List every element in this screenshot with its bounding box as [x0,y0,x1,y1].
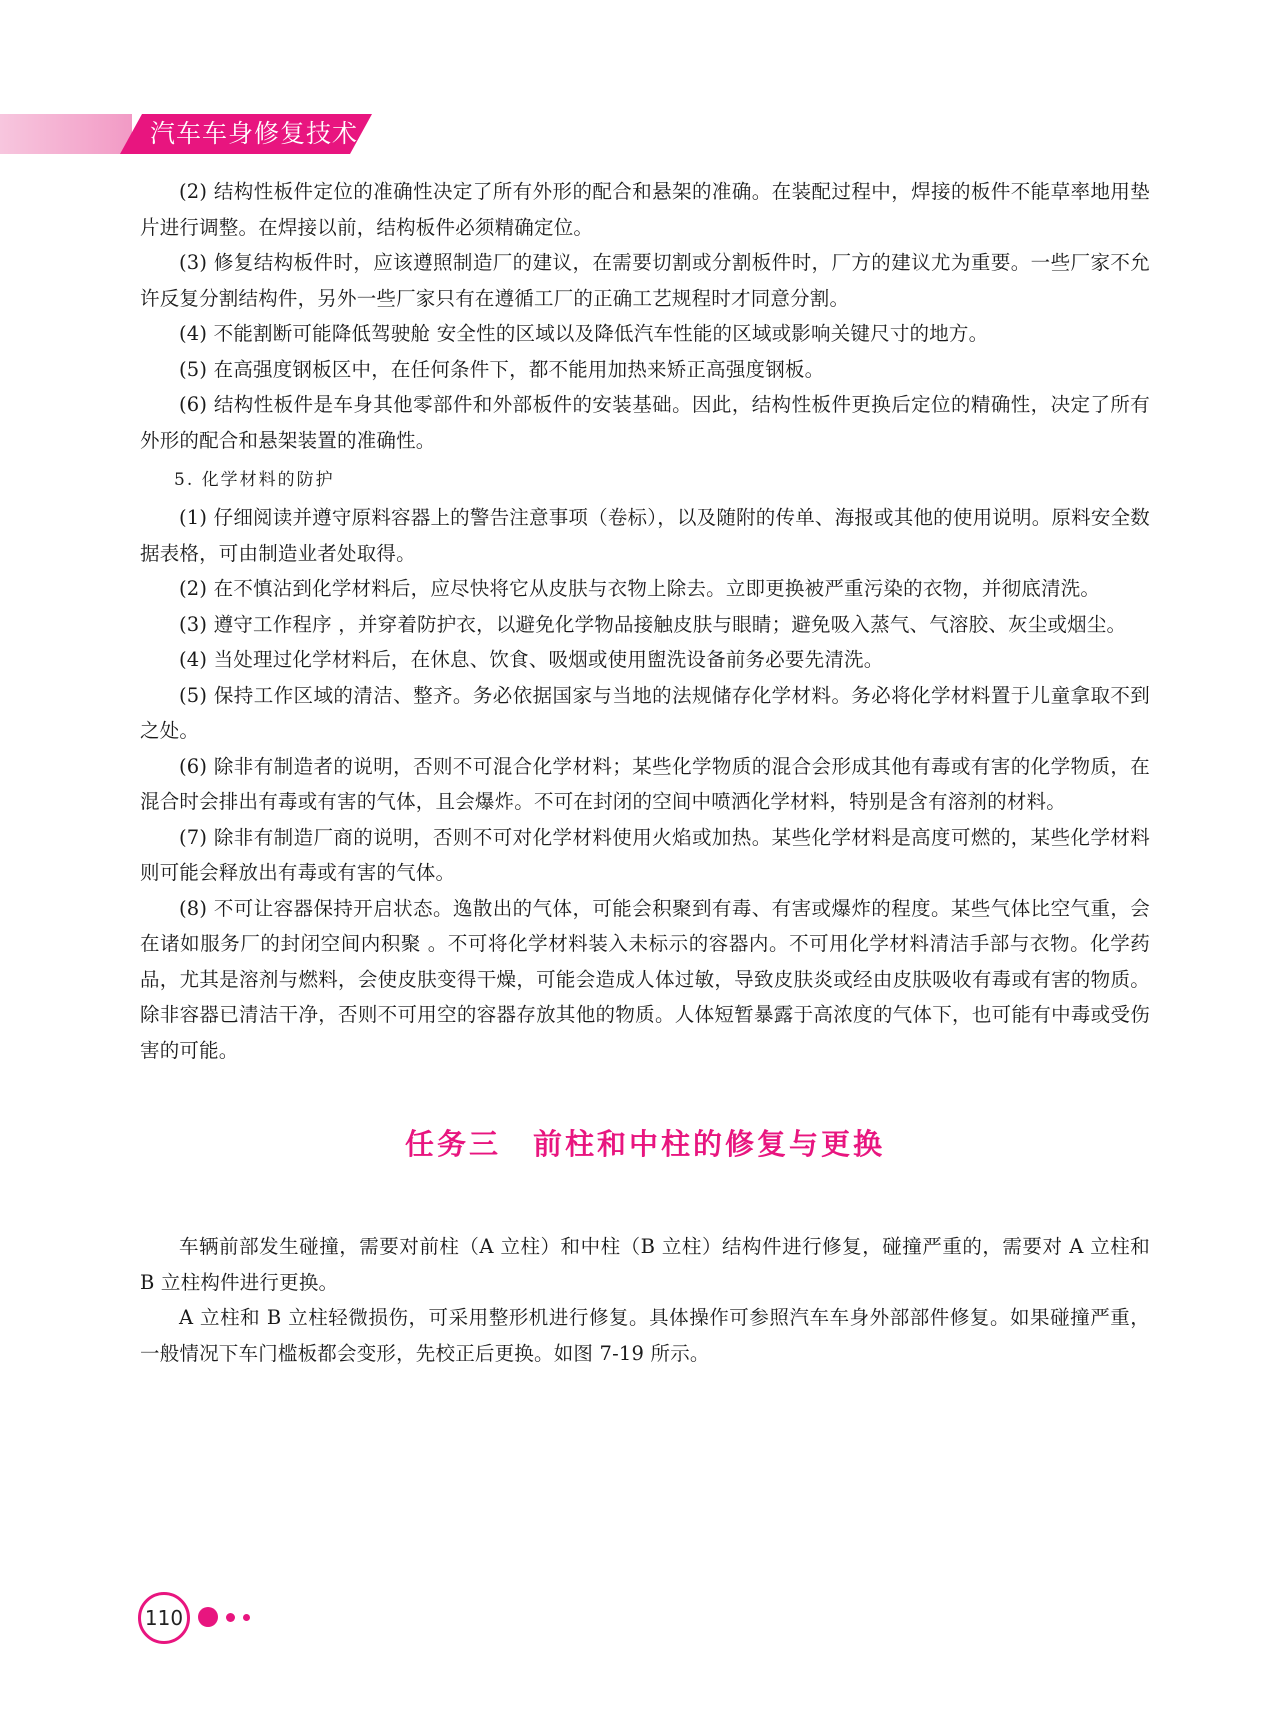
paragraph: (3) 遵守工作程序 ，并穿着防护衣，以避免化学物品接触皮肤与眼睛；避免吸入蒸气、气溶胶、灰尘或烟尘。 [179,612,1127,636]
page-number: 110 [138,1592,190,1644]
header-gradient-strip [0,114,132,154]
paragraph: A 立柱和 B 立柱轻微损伤，可采用整形机进行修复。具体操作可参照汽车车身外部部件修复。如果碰撞严重，一般情况下车门槛板都会变形，先校正后更换。如图 7-19 所示。 [140,1306,1150,1365]
paragraph: (8) 不可让容器保持开启状态。逸散出的气体，可能会积聚到有毒、有害或爆炸的程度。某些气体比空气重，会在诸如服务厂的封闭空间内积聚 。不可将化学材料装入未标示的容器内。不可用化学材料清洁手部与衣物。化学药品，尤其是溶剂与燃料，会使皮肤变得干燥，可能会造成人体过敏，导致皮肤炎或经由皮肤吸收有毒或有害的物质。除非容器已清洁干净，否则不可用空的容器存放其他的物质。人体短暂暴露于高浓度的气体下，也可能有中毒或受伤害的可能。 [140,896,1150,1062]
book-title: 汽车车身修复技术 [150,119,359,148]
paragraph: (4) 不能割断可能降低驾驶舱 安全性的区域以及降低汽车性能的区域或影响关键尺寸的地方。 [179,322,989,345]
paragraph: (5) 在高强度钢板区中，在任何条件下，都不能用加热来矫正高强度钢板。 [179,357,825,381]
paragraph: (3) 修复结构板件时，应该遵照制造厂的建议，在需要切割或分割板件时，厂方的建议尤为重要。一些厂家不允许反复分割结构件，另外一些厂家只有在遵循工厂的正确工艺规程时才同意分割。 [140,251,1150,310]
paragraph: 车辆前部发生碰撞，需要对前柱（A 立柱）和中柱（B 立柱）结构件进行修复，碰撞严重的，需要对 A 立柱和 B 立柱构件进行更换。 [140,1235,1150,1294]
paragraph: (7) 除非有制造厂商的说明，否则不可对化学材料使用火焰或加热。某些化学材料是高度可燃的，某些化学材料则可能会释放出有毒或有害的气体。 [140,825,1150,884]
header-banner [0,114,372,154]
decorative-dot [198,1607,218,1627]
paragraph: (1) 仔细阅读并遵守原料容器上的警告注意事项（卷标），以及随附的传单、海报或其他的使用说明。原料安全数据表格，可由制造业者处取得。 [140,506,1150,565]
decorative-dot [226,1613,235,1622]
paragraph: (6) 除非有制造者的说明，否则不可混合化学材料；某些化学物质的混合会形成其他有毒或有害的化学物质，在混合时会排出有毒或有害的气体，且会爆炸。不可在封闭的空间中喷洒化学材料，特别是含有溶剂的材料。 [140,754,1150,813]
paragraph: (2) 结构性板件定位的准确性决定了所有外形的配合和悬架的准确。在装配过程中，焊接的板件不能草率地用垫片进行调整。在焊接以前，结构板件必须精确定位。 [140,180,1150,239]
decorative-dot [243,1614,250,1621]
page-body [140,174,1150,1371]
paragraph: (5) 保持工作区域的清洁、整齐。务必依据国家与当地的法规储存化学材料。务必将化学材料置于儿童拿取不到之处。 [140,683,1150,742]
paragraph: (4) 当处理过化学材料后，在休息、饮食、吸烟或使用盥洗设备前务必要先清洗。 [179,648,884,671]
subsection-heading: 5. 化学材料的防护 [174,470,335,490]
paragraph: (2) 在不慎沾到化学材料后，应尽快将它从皮肤与衣物上除去。立即更换被严重污染的衣物，并彻底清洗。 [179,577,1101,600]
section-title: 任务三 前柱和中柱的修复与更换 [404,1127,885,1161]
paragraph: (6) 结构性板件是车身其他零部件和外部板件的安装基础。因此，结构性板件更换后定位的精确性，决定了所有外形的配合和悬架装置的准确性。 [140,393,1150,452]
